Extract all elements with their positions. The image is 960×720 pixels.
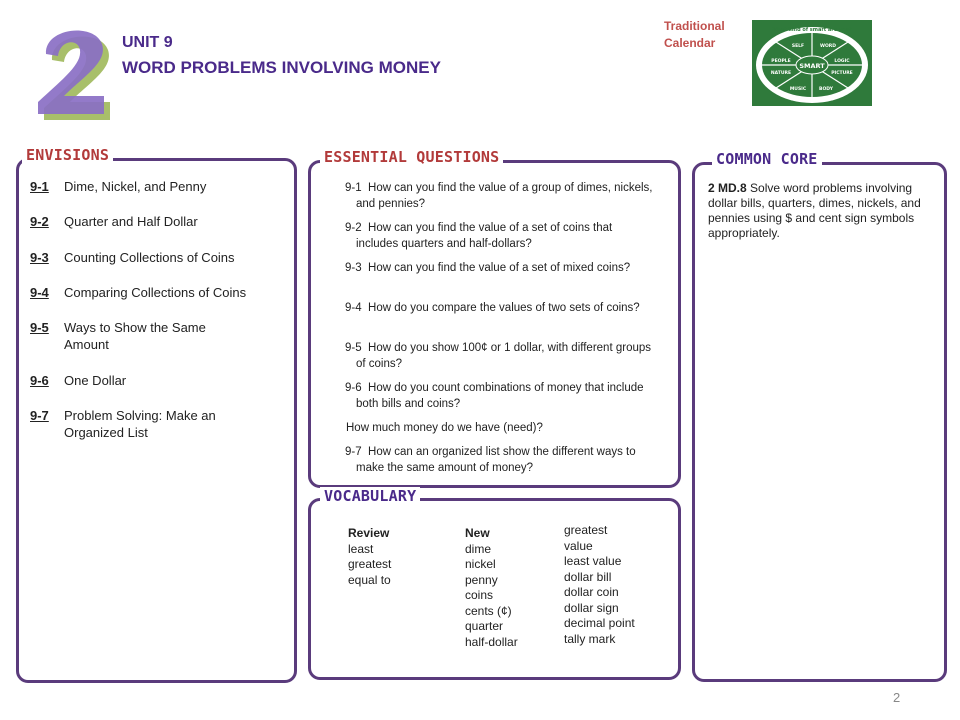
smart-banner: What kind of smart are you? (771, 27, 853, 33)
question-text: How can you find the value of a set of mixed coins? (368, 262, 631, 274)
question-text: How can you find the value of a set of coins that includes quarters and half-dollars? (356, 222, 613, 250)
vocab-new-heading: New (465, 526, 490, 540)
question-number: 9-2 (345, 222, 362, 234)
vocab-review-heading: Review (348, 526, 390, 540)
vocab-more-column (564, 523, 635, 647)
question-text: How can an organized list show the different ways to make the same amount of money? (356, 446, 636, 474)
lesson-number: 9-6 (30, 373, 49, 388)
lesson-title: Ways to Show the Same Amount (64, 320, 206, 352)
question-text: How can you find the value of a group of dimes, nickels, and pennies? (356, 182, 653, 210)
question-item (320, 340, 655, 372)
question-item (320, 444, 655, 476)
vocab-word: equal to (348, 572, 391, 587)
smart-people: PEOPLE (771, 59, 791, 64)
vocab-word: quarter (465, 619, 504, 633)
page-title: WORD PROBLEMS INVOLVING MONEY (122, 58, 441, 77)
question-item (320, 180, 655, 212)
question-item (320, 260, 655, 276)
vocab-word: dollar sign (564, 600, 619, 615)
envisions-title: ENVISIONS (22, 146, 113, 164)
smart-body: BODY (819, 87, 833, 92)
lesson-title: Problem Solving: Make an Organized List (64, 408, 216, 440)
lesson-title: One Dollar (64, 373, 127, 388)
question-text: How do you count combinations of money that include both bills and coins? (356, 382, 644, 410)
lesson-number: 9-5 (30, 320, 49, 335)
envisions-item (30, 178, 280, 195)
lesson-number: 9-4 (30, 285, 49, 300)
question-item (346, 420, 681, 436)
smart-logic: LOGIC (834, 59, 850, 64)
smart-word: WORD (820, 44, 836, 49)
vocab-word: value (564, 538, 593, 553)
lesson-title: Comparing Collections of Coins (64, 285, 247, 300)
common-core-title: COMMON CORE (712, 150, 822, 168)
lesson-number: 9-3 (30, 250, 49, 265)
smart-self: SELF (791, 44, 805, 49)
lesson-title: Counting Collections of Coins (64, 250, 235, 265)
envisions-item (30, 407, 280, 441)
envisions-item (30, 249, 280, 266)
envisions-item (30, 372, 280, 389)
vocab-word: half-dollar (465, 634, 518, 649)
smart-nature: NATURE (770, 71, 792, 76)
smart-center-label: SMART (799, 62, 825, 70)
vocab-word: tally mark (564, 631, 616, 646)
question-number: 9-6 (345, 382, 362, 394)
page-number: 2 (893, 690, 901, 705)
lesson-title: Dime, Nickel, and Penny (64, 179, 207, 194)
common-core-standard (708, 181, 938, 241)
vocab-word: greatest (348, 557, 392, 571)
vocab-word: nickel (465, 557, 496, 571)
question-text: How much money do we have (need)? (346, 422, 543, 434)
vocab-word: dollar bill (564, 569, 612, 584)
vocab-word: greatest (564, 523, 608, 537)
lesson-title: Quarter and Half Dollar (64, 214, 198, 229)
question-number: 9-5 (345, 342, 362, 354)
envisions-item (30, 319, 280, 353)
lesson-number: 9-2 (30, 214, 49, 229)
question-item (320, 300, 655, 316)
question-item (320, 380, 655, 412)
vocab-word: dollar coin (564, 585, 619, 599)
lesson-number: 9-7 (30, 408, 49, 423)
envisions-item (30, 284, 280, 301)
vocab-word: decimal point (564, 616, 635, 630)
calendar-label: Traditional Calendar (664, 19, 725, 50)
smart-music: MUSIC (789, 87, 807, 92)
vocab-word: coins (465, 588, 494, 602)
vocab-new-column (465, 526, 518, 650)
smart-picture: PICTURE (831, 71, 853, 76)
question-number: 9-7 (345, 446, 362, 458)
question-number: 9-1 (345, 182, 362, 194)
standard-code: 2 MD.8 (708, 181, 747, 195)
vocabulary-title: VOCABULARY (320, 487, 420, 505)
question-text: How do you compare the values of two sets of coins? (368, 302, 640, 314)
smart-graphic (752, 20, 872, 106)
essential-questions-title: ESSENTIAL QUESTIONS (320, 148, 503, 166)
question-number: 9-4 (345, 302, 362, 314)
vocab-word: cents (¢) (465, 603, 512, 618)
vocab-word: least value (564, 554, 622, 568)
question-number: 9-3 (345, 262, 362, 274)
grade-2-logo (24, 16, 124, 126)
question-item (320, 220, 655, 252)
question-text: How do you show 100¢ or 1 dollar, with different groups of coins? (356, 342, 652, 370)
vocab-word: penny (465, 572, 498, 587)
vocab-word: least (348, 541, 374, 556)
envisions-item (30, 213, 280, 230)
vocab-word: dime (465, 541, 492, 556)
standard-text: Solve word problems involving dollar bills, quarters, dimes, nickels, and pennies using $ and cent sign symbols appropriately. (708, 181, 921, 240)
lesson-number: 9-1 (30, 179, 49, 194)
unit-label: UNIT 9 (122, 34, 173, 51)
vocab-review-column (348, 526, 391, 588)
